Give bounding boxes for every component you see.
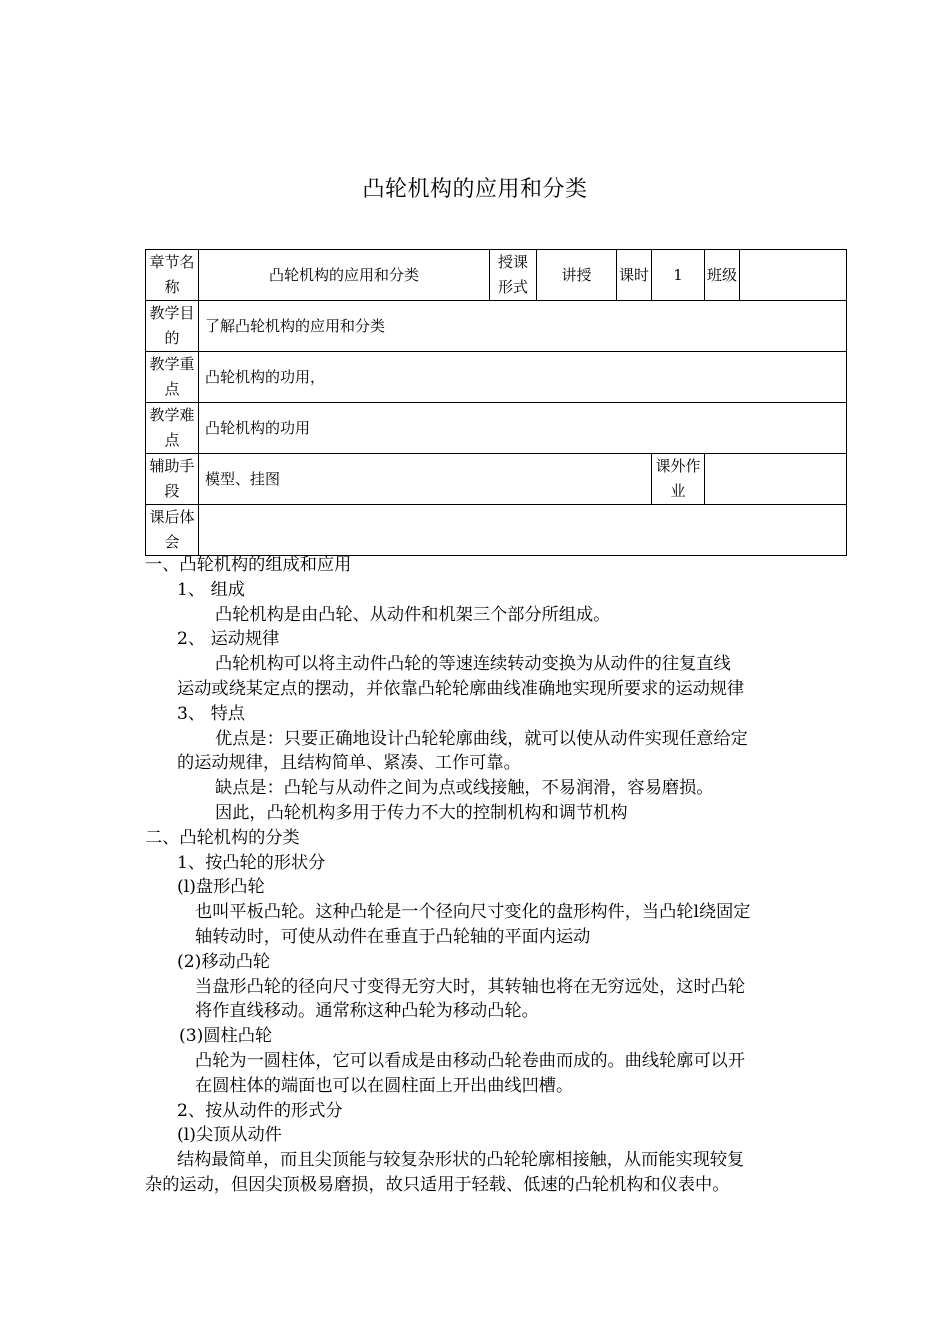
focus-value: 凸轮机构的功用， xyxy=(199,352,847,403)
paragraph: 凸轮机构可以将主动件凸轮的等速连续转动变换为从动件的往复直线 xyxy=(215,654,731,675)
lesson-info-table xyxy=(145,249,847,556)
paragraph: 将作直线移动。通常称这种凸轮为移动凸轮。 xyxy=(195,1001,539,1022)
purpose-label: 教学目的 xyxy=(146,301,199,352)
paragraph: 缺点是：凸轮与从动件之间为点或线接触，不易润滑，容易磨损。 xyxy=(215,778,714,799)
purpose-value: 了解凸轮机构的应用和分类 xyxy=(199,301,847,352)
section-heading: 一、凸轮机构的组成和应用 xyxy=(145,555,352,575)
section-heading: 二、凸轮机构的分类 xyxy=(145,827,300,848)
subsection-heading: 1、 组成 xyxy=(177,579,245,600)
paragraph: 运动或绕某定点的摆动，并依靠凸轮轮廓曲线准确地实现所要求的运动规律 xyxy=(177,678,745,699)
chapter-value: 凸轮机构的应用和分类 xyxy=(199,250,490,301)
hours-label: 课时 xyxy=(617,250,652,301)
subsection-heading: 2、 运动规律 xyxy=(177,629,280,650)
class-label: 班级 xyxy=(705,250,740,301)
item-heading: (l)尖顶从动件 xyxy=(177,1125,282,1146)
paragraph: 的运动规律，且结构简单、紧凑、工作可靠。 xyxy=(177,753,521,774)
focus-label: 教学重点 xyxy=(146,352,199,403)
paragraph: 也叫平板凸轮。这种凸轮是一个径向尺寸变化的盘形构件，当凸轮l绕固定 xyxy=(195,902,751,923)
homework-label: 课外作业 xyxy=(652,454,705,505)
paragraph: 结构最简单，而且尖顶能与较复杂形状的凸轮轮廓相接触，从而能实现较复 xyxy=(177,1150,745,1171)
paragraph: 凸轮机构是由凸轮、从动件和机架三个部分所组成。 xyxy=(215,604,611,625)
reflection-label: 课后体会 xyxy=(146,505,199,556)
table-row xyxy=(146,505,847,556)
form-value: 讲授 xyxy=(537,250,617,301)
hours-value: 1 xyxy=(652,250,705,301)
paragraph: 优点是：只要正确地设计凸轮轮廓曲线，就可以使从动件实现任意给定 xyxy=(215,728,748,749)
paragraph: 轴转动时，可使从动件在垂直于凸轮轴的平面内运动 xyxy=(195,926,591,947)
page-title: 凸轮机构的应用和分类 xyxy=(362,177,588,202)
lesson-content xyxy=(145,553,815,1198)
table-row xyxy=(146,250,847,301)
chapter-label: 章节名称 xyxy=(146,250,199,301)
aids-value: 模型、挂图 xyxy=(199,454,652,505)
subsection-heading: 3、 特点 xyxy=(177,703,245,724)
paragraph: 在圆柱体的端面也可以在圆柱面上开出曲线凹槽。 xyxy=(195,1075,574,1096)
homework-value xyxy=(705,454,847,505)
table-row xyxy=(146,301,847,352)
item-heading: (3)圆柱凸轮 xyxy=(179,1026,273,1047)
paragraph: 因此，凸轮机构多用于传力不大的控制机构和调节机构 xyxy=(215,802,628,823)
subsection-heading: 2、按从动件的形式分 xyxy=(177,1100,343,1121)
table-row xyxy=(146,352,847,403)
form-label: 授课形式 xyxy=(490,250,537,301)
aids-label: 辅助手段 xyxy=(146,454,199,505)
item-heading: (l)盘形凸轮 xyxy=(177,877,265,898)
table-row xyxy=(146,403,847,454)
subsection-heading: 1、按凸轮的形状分 xyxy=(177,852,326,873)
paragraph: 当盘形凸轮的径向尺寸变得无穷大时，其转轴也将在无穷远处，这时凸轮 xyxy=(195,976,746,997)
item-heading: (2)移动凸轮 xyxy=(177,951,271,972)
difficulty-label: 教学难点 xyxy=(146,403,199,454)
paragraph: 杂的运动，但因尖顶极易磨损，故只适用于轻载、低速的凸轮机构和仪表中。 xyxy=(145,1174,730,1195)
table-row xyxy=(146,454,847,505)
paragraph: 凸轮为一圆柱体，它可以看成是由移动凸轮卷曲而成的。曲线轮廓可以开 xyxy=(195,1050,746,1071)
reflection-value xyxy=(199,505,847,556)
class-value xyxy=(740,250,847,301)
difficulty-value: 凸轮机构的功用 xyxy=(199,403,847,454)
